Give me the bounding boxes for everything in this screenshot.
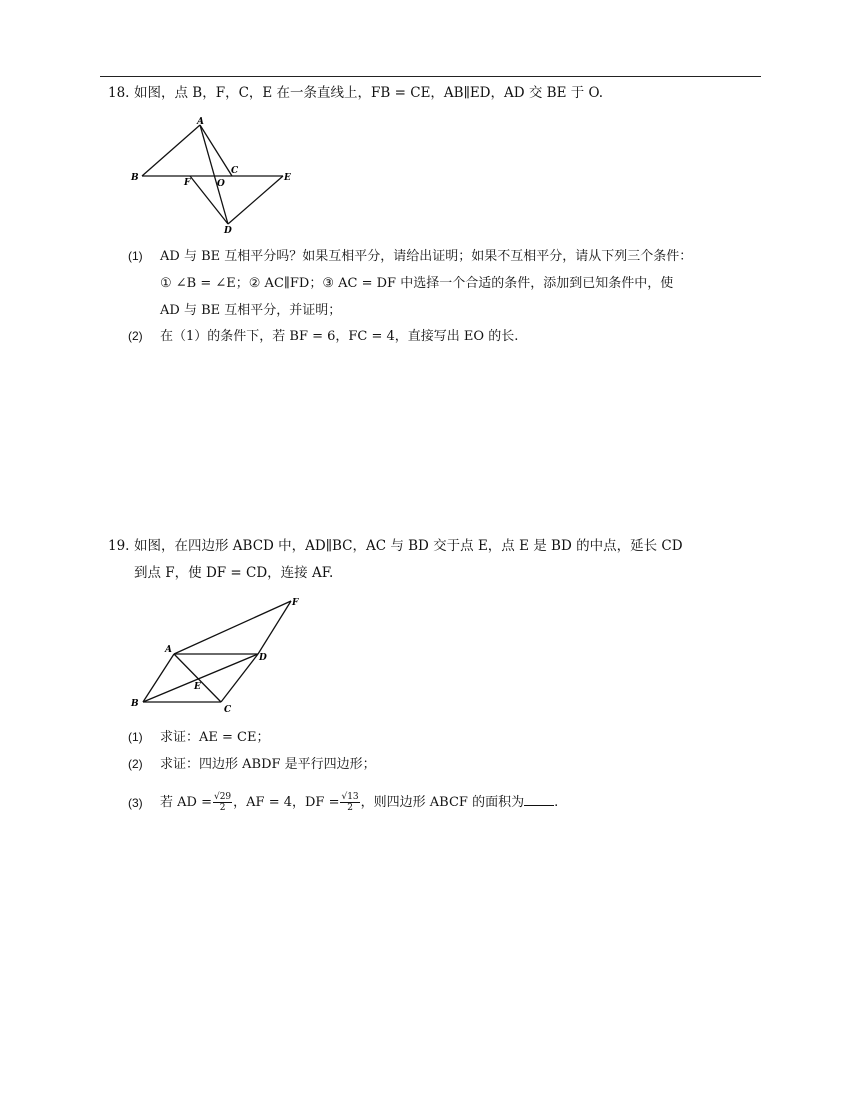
q18-figure bbox=[125, 112, 305, 238]
q19-stem bbox=[108, 533, 763, 587]
q19-part3-number: (3) bbox=[128, 796, 143, 810]
q19-frac-ad bbox=[213, 792, 232, 813]
q18-label-O: O bbox=[217, 179, 225, 189]
q19-part1-number: (1) bbox=[128, 730, 143, 744]
q19-figure bbox=[125, 592, 310, 718]
answer-blank[interactable] bbox=[524, 791, 554, 806]
q19-label-B: B bbox=[131, 699, 139, 709]
q19-part2-text: 求证：四边形 ABDF 是平行四边形； bbox=[160, 757, 376, 772]
q19-label-F: F bbox=[292, 598, 299, 608]
q19-part3 bbox=[128, 786, 768, 820]
q18-part2-text: 在（1）的条件下，若 BF = 6，FC = 4，直接写出 EO 的长. bbox=[160, 329, 519, 344]
q18-part1-line3: AD 与 BE 互相平分，并证明； bbox=[160, 303, 342, 318]
q19-part1-text: 求证：AE = CE； bbox=[160, 730, 270, 745]
q19-stem-line1: 如图，在四边形 ABCD 中，AD∥BC，AC 与 BD 交于点 E，点 E 是 BD 的中点，延长 CD bbox=[134, 538, 683, 554]
q19-label-D: D bbox=[259, 653, 267, 663]
q18-part1-line2: ① ∠B = ∠E；② AC∥FD；③ AC = DF 中选择一个合适的条件，添加到已知条件中，使 bbox=[160, 276, 674, 291]
q19-label-A: A bbox=[165, 645, 172, 655]
q19-number: 19. bbox=[108, 538, 130, 554]
q19-stem-line2: 到点 F，使 DF = CD，连接 AF. bbox=[134, 565, 334, 581]
q19-part2-number: (2) bbox=[128, 757, 143, 771]
q19-frac-ad-num: √29 bbox=[213, 792, 232, 802]
q18-label-A: A bbox=[197, 117, 204, 127]
q18-stem bbox=[108, 80, 763, 107]
q19-part2 bbox=[128, 751, 768, 778]
q18-label-F: F bbox=[184, 178, 191, 188]
q19-frac-df-den: 2 bbox=[347, 803, 353, 813]
q19-part3-post: ，则四边形 ABCF 的面积为 bbox=[360, 795, 525, 810]
q18-part1-number: (1) bbox=[128, 249, 143, 263]
q19-frac-ad-den: 2 bbox=[219, 803, 226, 813]
q19-part3-text bbox=[160, 786, 558, 820]
q18-part2-number: (2) bbox=[128, 329, 143, 343]
q19-label-E: E bbox=[194, 682, 201, 692]
q18-label-B: B bbox=[131, 173, 139, 183]
q18-part1-line1: AD 与 BE 互相平分吗？如果互相平分，请给出证明；如果不互相平分，请从下列三个条件： bbox=[160, 249, 693, 264]
q19-part3-pre: 若 AD = bbox=[160, 795, 212, 810]
q18-number: 18. bbox=[108, 85, 130, 101]
q19-frac-df-num: √13 bbox=[341, 792, 359, 802]
q18-stem-text: 如图，点 B，F，C，E 在一条直线上，FB = CE，AB∥ED，AD 交 BE 于 O. bbox=[134, 85, 604, 101]
q19-part3-end: . bbox=[554, 795, 559, 810]
q19-label-C: C bbox=[224, 705, 232, 715]
q18-label-C: C bbox=[231, 166, 239, 176]
top-divider bbox=[100, 76, 761, 77]
q19-frac-df bbox=[340, 792, 359, 813]
q18-label-D: D bbox=[224, 226, 232, 236]
q19-part1 bbox=[128, 724, 768, 751]
q18-label-E: E bbox=[284, 173, 291, 183]
q18-part1 bbox=[128, 243, 768, 324]
q19-part3-mid: ，AF = 4，DF = bbox=[233, 795, 340, 810]
q18-part2 bbox=[128, 323, 768, 350]
